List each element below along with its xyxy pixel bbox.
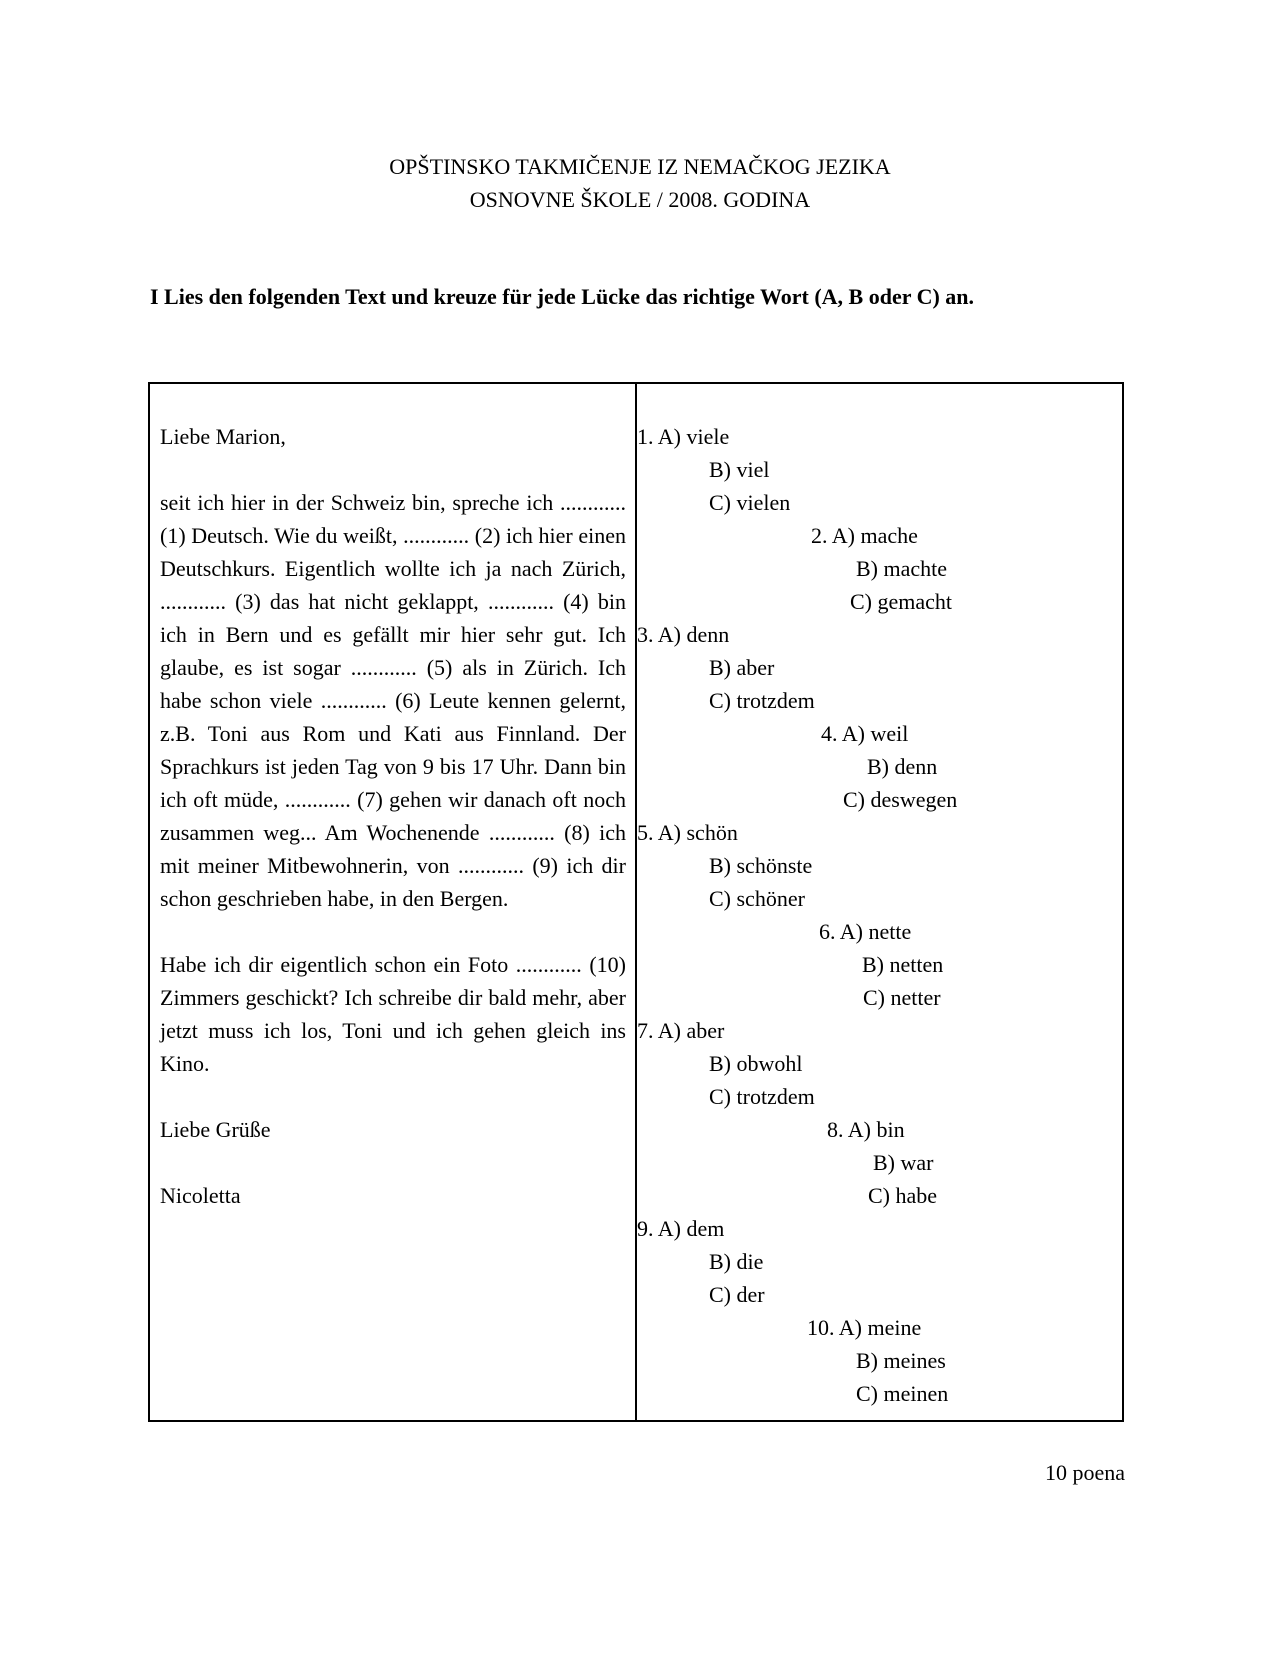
option-3b[interactable]: B) aber [709,655,775,680]
option-8a[interactable]: 8. A) bin [827,1117,905,1142]
option-1c[interactable]: C) vielen [709,490,791,515]
option-7b[interactable]: B) obwohl [709,1051,803,1076]
option-2a[interactable]: 2. A) mache [811,523,918,548]
option-10c[interactable]: C) meinen [856,1381,949,1406]
option-9a[interactable]: 9. A) dem [637,1216,725,1241]
option-7c[interactable]: C) trotzdem [709,1084,815,1109]
option-4a[interactable]: 4. A) weil [821,721,909,746]
option-4b[interactable]: B) denn [867,754,938,779]
option-6a[interactable]: 6. A) nette [819,919,912,944]
option-5b[interactable]: B) schönste [709,853,813,878]
option-5c[interactable]: C) schöner [709,886,805,911]
answer-options-column [637,420,1124,1410]
option-10a[interactable]: 10. A) meine [807,1315,922,1340]
option-10b[interactable]: B) meines [856,1348,946,1373]
header-title-line1: OPŠTINSKO TAKMIČENJE IZ NEMAČKOG JEZIKA [389,154,891,179]
letter-paragraph-2: Habe ich dir eigentlich schon ein Foto ............ (10) Zimmers geschickt? Ich schreibe dir bald mehr, aber jetzt muss ich los, Toni und ich gehen gleich ins Kino. [160,952,626,1076]
option-6b[interactable]: B) netten [862,952,944,977]
option-2c[interactable]: C) gemacht [850,589,953,614]
option-1b[interactable]: B) viel [709,457,770,482]
option-3c[interactable]: C) trotzdem [709,688,815,713]
exercise-instruction: I Lies den folgenden Text und kreuze für jede Lücke das richtige Wort (A, B oder C) an. [150,284,975,309]
option-9b[interactable]: B) die [709,1249,764,1274]
letter-text-column [160,420,626,1212]
option-7a[interactable]: 7. A) aber [637,1018,725,1043]
option-6c[interactable]: C) netter [863,985,941,1010]
letter-paragraph-1: seit ich hier in der Schweiz bin, spreche ich ............ (1) Deutsch. Wie du weißt, ............ (2) ich hier einen Deutschkurs. Eigentlich wollte ich ja nach Zürich, ............ (3) das hat nicht geklappt, ............ (4) bin ich in Bern und es gefällt mir hier sehr gut. Ich glaube, es ist sogar ............ (5) als in Zürich. Ich habe schon viele ............ (6) Leute kennen gelernt, z.B. Toni aus Rom und Kati aus Finnland. Der Sprachkurs ist jeden Tag von 9 bis 17 Uhr. Dann bin ich oft müde, ............ (7) gehen wir danach oft noch zusammen weg... Am Wochenende ............ (8) ich mit meiner Mitbewohnerin, von ............ (9) ich dir schon geschrieben habe, in den Bergen. [160,490,626,911]
option-3a[interactable]: 3. A) denn [637,622,730,647]
option-9c[interactable]: C) der [709,1282,765,1307]
points-total: 10 poena [1044,1460,1125,1485]
header-title-line2: OSNOVNE ŠKOLE / 2008. GODINA [469,187,811,212]
option-1a[interactable]: 1. A) viele [637,424,730,449]
letter-closing: Liebe Grüße [160,1117,271,1142]
option-4c[interactable]: C) deswegen [843,787,958,812]
exercise-table [148,382,1124,1422]
letter-greeting: Liebe Marion, [160,424,286,449]
letter-signature: Nicoletta [160,1183,241,1208]
option-8c[interactable]: C) habe [868,1183,938,1208]
document-header [0,150,1280,216]
option-8b[interactable]: B) war [873,1150,934,1175]
option-2b[interactable]: B) machte [856,556,948,581]
option-5a[interactable]: 5. A) schön [637,820,738,845]
